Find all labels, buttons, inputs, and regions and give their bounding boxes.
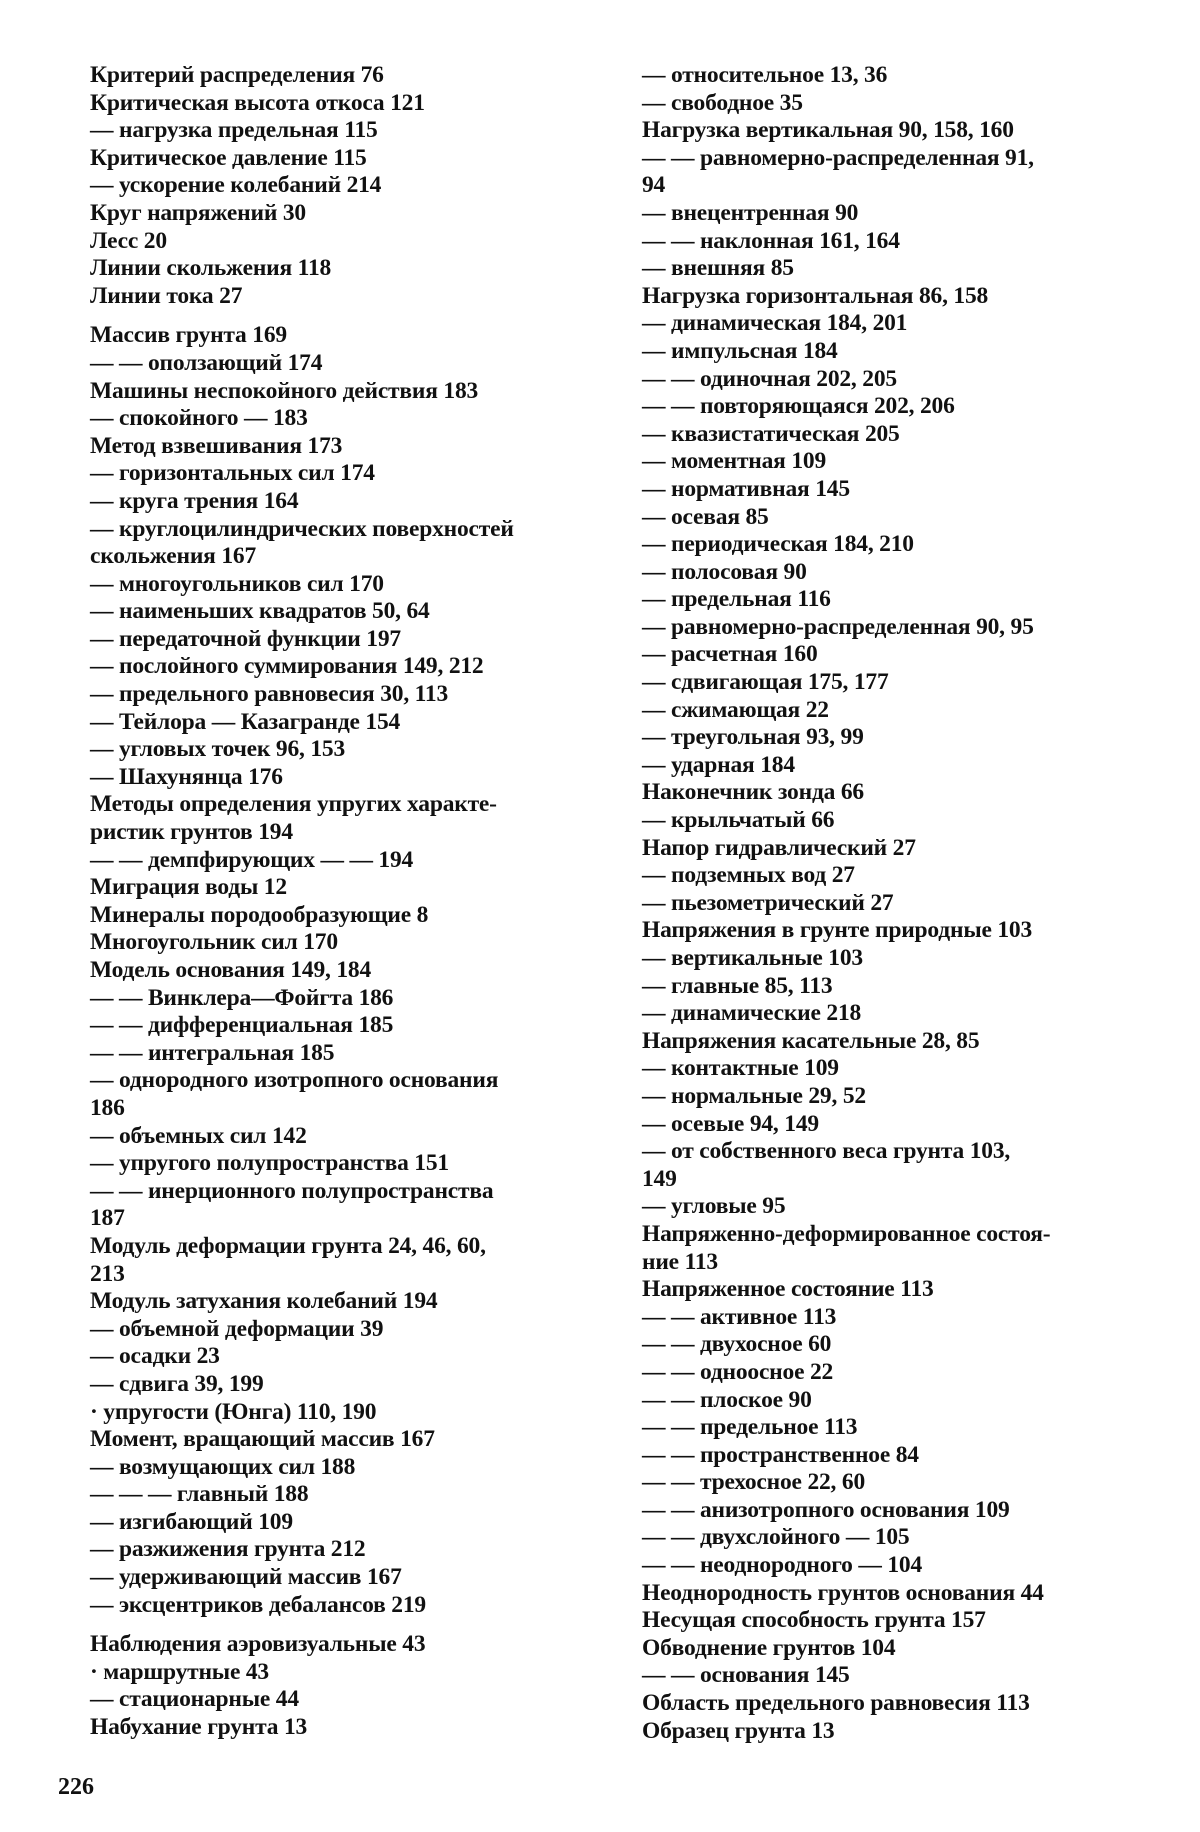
index-entry: — горизонтальных сил 174: [90, 460, 375, 487]
index-entry: — многоугольников сил 170: [90, 570, 384, 597]
index-entry: — сдвига 39, 199: [90, 1370, 264, 1397]
index-entry: — нормативная 145: [642, 475, 850, 502]
index-entry: — разжижения грунта 212: [90, 1536, 366, 1563]
index-entry: — — оползающий 174: [90, 349, 323, 376]
index-entry: Несущая способность грунта 157: [642, 1607, 986, 1634]
index-entry: ристик грунтов 194: [90, 819, 293, 846]
index-entry: Наблюдения аэровизуальные 43: [90, 1631, 426, 1658]
index-entry: — равномерно-распределенная 90, 95: [642, 613, 1034, 640]
index-entry: — относительное 13, 36: [642, 62, 888, 88]
index-entry: — импульсная 184: [642, 337, 838, 364]
index-entry: — — равномерно-распределенная 91,: [642, 144, 1034, 171]
index-entry: — передаточной функции 197: [90, 625, 401, 652]
index-entry: Нагрузка вертикальная 90, 158, 160: [642, 117, 1014, 144]
index-entry: — — пространственное 84: [642, 1441, 919, 1468]
index-entry: Минералы породообразующие 8: [90, 901, 429, 928]
index-entry: — ударная 184: [642, 751, 795, 778]
index-column-left: [90, 62, 630, 1742]
index-entry: — нагрузка предельная 115: [90, 117, 378, 144]
index-entry: — изгибающий 109: [90, 1508, 293, 1535]
index-entry: · упругости (Юнга) 110, 190: [90, 1398, 377, 1425]
index-entry: — расчетная 160: [642, 641, 818, 668]
index-entry: Методы определения упругих характе-: [90, 791, 497, 818]
index-entry: — спокойного — 183: [90, 405, 308, 432]
index-entry: Массив грунта 169: [90, 322, 287, 349]
index-entry: — предельного равновесия 30, 113: [90, 681, 449, 708]
index-entry: Модуль деформации грунта 24, 46, 60,: [90, 1232, 486, 1259]
index-entry: 186: [90, 1094, 125, 1121]
index-entry: — — — главный 188: [90, 1481, 309, 1508]
index-entry: — — двухосное 60: [642, 1331, 832, 1358]
index-entry: — — интегральная 185: [90, 1039, 335, 1066]
index-entry: Неоднородность грунтов основания 44: [642, 1579, 1044, 1606]
index-entry: — — инерционного полупространства: [90, 1177, 494, 1204]
index-entry: Круг напряжений 30: [90, 199, 306, 226]
index-entry: Напряженное состояние 113: [642, 1276, 934, 1303]
index-entry: — — дифференциальная 185: [90, 1012, 394, 1039]
index-entry: 213: [90, 1260, 125, 1287]
index-entry: — — двухслойного — 105: [642, 1524, 910, 1551]
index-entry: — периодическая 184, 210: [642, 531, 914, 558]
index-entry: — удерживающий массив 167: [90, 1564, 402, 1591]
index-entry: Линии скольжения 118: [90, 255, 332, 282]
index-entry: — контактные 109: [642, 1055, 839, 1082]
index-entry: — угловых точек 96, 153: [90, 736, 345, 763]
index-entry: Критическая высота откоса 121: [90, 89, 425, 116]
index-entry: — — трехосное 22, 60: [642, 1469, 865, 1496]
index-entry: — — Винклера—Фойгта 186: [90, 984, 394, 1011]
index-entry: · маршрутные 43: [90, 1658, 269, 1685]
index-entry: — сжимающая 22: [642, 696, 829, 723]
index-entry: Наконечник зонда 66: [642, 779, 864, 806]
index-entry: — круга трения 164: [90, 487, 299, 514]
index-column-right: [642, 62, 1182, 1745]
index-entry: — динамическая 184, 201: [642, 310, 908, 337]
index-entry: Миграция воды 12: [90, 874, 287, 901]
index-entry: — крыльчатый 66: [642, 807, 835, 834]
index-entry: ние 113: [642, 1248, 718, 1275]
index-entry: 187: [90, 1205, 125, 1232]
index-entry: Образец грунта 13: [642, 1717, 835, 1744]
index-entry: — нормальные 29, 52: [642, 1082, 866, 1109]
index-entry: — — одиночная 202, 205: [642, 365, 897, 392]
index-entry: — послойного суммирования 149, 212: [90, 653, 484, 680]
index-entry: — полосовая 90: [642, 558, 807, 585]
index-entry: — угловые 95: [642, 1193, 786, 1220]
index-entry: скольжения 167: [90, 543, 256, 570]
index-entry: — подземных вод 27: [642, 862, 855, 889]
index-entry: — наименьших квадратов 50, 64: [90, 598, 430, 625]
entry-group-gap: [90, 1619, 630, 1631]
index-entry: — осадки 23: [90, 1343, 220, 1370]
page-number: 226: [58, 1774, 94, 1800]
index-entry: — квазистатическая 205: [642, 420, 900, 447]
index-entry: — — основания 145: [642, 1662, 850, 1689]
index-entry: — сдвигающая 175, 177: [642, 669, 889, 696]
index-entry: — вертикальные 103: [642, 945, 863, 971]
index-entry: — объемных сил 142: [90, 1122, 307, 1149]
index-entry: Напряженно-деформированное состоя-: [642, 1220, 1051, 1247]
index-entry: Напряжения в грунте природные 103: [642, 917, 1033, 944]
index-entry: — Шахунянца 176: [90, 763, 283, 790]
index-entry: Область предельного равновесия 113: [642, 1690, 1030, 1717]
index-entry: Метод взвешивания 173: [90, 432, 343, 459]
index-entry: — динамические 218: [642, 1000, 862, 1027]
index-entry: 94: [642, 172, 666, 199]
index-entry: Напряжения касательные 28, 85: [642, 1027, 980, 1054]
index-entry: — от собственного веса грунта 103,: [642, 1138, 1011, 1165]
index-entry: — — плоское 90: [642, 1386, 812, 1413]
index-entry: Линии тока 27: [90, 282, 243, 309]
index-entry: — — неоднородного — 104: [642, 1552, 923, 1579]
index-entry: — главные 85, 113: [642, 972, 833, 999]
index-entry: — внешняя 85: [642, 255, 794, 282]
index-entry: Момент, вращающий массив 167: [90, 1426, 435, 1453]
index-entry: — — анизотропного основания 109: [642, 1496, 1010, 1523]
index-entry: Критическое давление 115: [90, 144, 367, 171]
index-entry: 149: [642, 1165, 677, 1192]
index-entry: — осевые 94, 149: [642, 1110, 819, 1137]
index-entry: Машины неспокойного действия 183: [90, 377, 479, 404]
index-entry: — моментная 109: [642, 448, 827, 475]
index-entry: — треугольная 93, 99: [642, 724, 864, 751]
index-entry: — свободное 35: [642, 89, 803, 116]
index-entry: — возмущающих сил 188: [90, 1453, 356, 1480]
index-entry: Нагрузка горизонтальная 86, 158: [642, 282, 989, 309]
index-entry: Напор гидравлический 27: [642, 834, 916, 861]
index-entry: — ускорение колебаний 214: [90, 172, 382, 199]
index-entry: — — предельное 113: [642, 1414, 858, 1441]
index-entry: — стационарные 44: [90, 1686, 299, 1713]
index-entry: — — одноосное 22: [642, 1358, 834, 1385]
index-entry: Набухание грунта 13: [90, 1714, 308, 1741]
index-entry: — круглоцилиндрических поверхностей: [90, 515, 514, 542]
index-entry: — осевая 85: [642, 503, 769, 530]
index-entry: — — демпфирующих — — 194: [90, 846, 414, 873]
index-entry: — предельная 116: [642, 586, 831, 613]
index-entry: — — активное 113: [642, 1303, 837, 1330]
index-entry: Критерий распределения 76: [90, 62, 384, 88]
index-entry: — — наклонная 161, 164: [642, 227, 900, 254]
index-entry: — эксцентриков дебалансов 219: [90, 1591, 426, 1618]
index-entry: — упругого полупространства 151: [90, 1150, 449, 1177]
index-entry: Обводнение грунтов 104: [642, 1634, 896, 1661]
index-entry: — — повторяющаяся 202, 206: [642, 393, 955, 420]
index-entry: Многоугольник сил 170: [90, 929, 338, 956]
index-entry: — внецентренная 90: [642, 199, 859, 226]
index-entry: — Тейлора — Казагранде 154: [90, 708, 401, 735]
entry-group-gap: [90, 310, 630, 322]
index-entry: — пьезометрический 27: [642, 889, 894, 916]
index-entry: Лесс 20: [90, 227, 167, 254]
index-entry: — объемной деформации 39: [90, 1315, 384, 1342]
index-entry: Модуль затухания колебаний 194: [90, 1288, 438, 1315]
index-entry: Модель основания 149, 184: [90, 957, 371, 983]
index-entry: — однородного изотропного основания: [90, 1067, 499, 1094]
